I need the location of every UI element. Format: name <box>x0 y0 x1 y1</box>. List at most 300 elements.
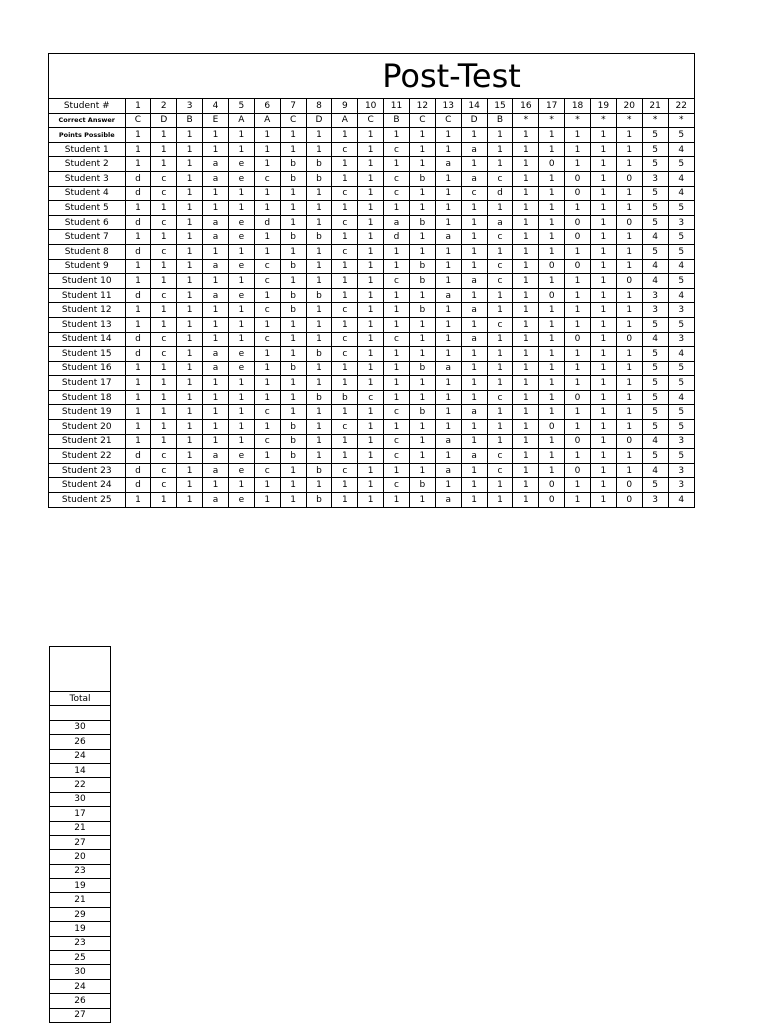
totals-blank-cell <box>50 706 111 720</box>
grid-cell: 1 <box>461 434 487 449</box>
grid-cell: 1 <box>306 274 332 289</box>
grid-cell: 5 <box>668 244 694 259</box>
grid-cell: c <box>151 478 177 493</box>
grid-cell: 1 <box>513 157 539 172</box>
grid-cell: 1 <box>487 332 513 347</box>
row-label: Student 7 <box>49 230 125 245</box>
grid-cell: 1 <box>332 171 358 186</box>
student-row <box>49 317 694 332</box>
grid-cell: 10 <box>358 99 384 113</box>
total-cell: 23 <box>50 936 111 950</box>
grid-cell: 1 <box>435 420 461 435</box>
grid-cell: 1 <box>151 230 177 245</box>
grid-cell: 1 <box>125 230 151 245</box>
grid-cell: 1 <box>228 317 254 332</box>
grid-cell: 1 <box>151 361 177 376</box>
grid-cell: 1 <box>435 259 461 274</box>
grid-cell: a <box>203 463 229 478</box>
row-label: Student 6 <box>49 215 125 230</box>
totals-row <box>50 879 111 893</box>
grid-cell: 1 <box>384 390 410 405</box>
grid-cell: 4 <box>642 434 668 449</box>
grid-cell: 1 <box>177 478 203 493</box>
grid-cell: d <box>125 478 151 493</box>
total-cell: 22 <box>50 778 111 792</box>
totals-row <box>50 821 111 835</box>
grid-cell: 0 <box>565 186 591 201</box>
grid-cell: 1 <box>254 347 280 362</box>
grid-cell: 1 <box>409 347 435 362</box>
grid-cell: 1 <box>228 244 254 259</box>
grid-cell: 1 <box>435 478 461 493</box>
grid-cell: 5 <box>642 186 668 201</box>
grid-cell: 0 <box>565 230 591 245</box>
grid-cell: 1 <box>280 244 306 259</box>
grid-cell: 19 <box>590 99 616 113</box>
total-cell: 26 <box>50 735 111 749</box>
grid-cell: 1 <box>384 463 410 478</box>
student-row <box>49 405 694 420</box>
student-row <box>49 171 694 186</box>
grid-cell: 1 <box>254 128 280 143</box>
grid-cell: c <box>332 215 358 230</box>
grid-cell: 1 <box>358 171 384 186</box>
grid-cell: e <box>228 230 254 245</box>
grid-cell: 1 <box>616 390 642 405</box>
row-label: Student 21 <box>49 434 125 449</box>
grid-cell: 1 <box>177 420 203 435</box>
grid-cell: 1 <box>513 230 539 245</box>
grid-cell: 9 <box>332 99 358 113</box>
grid-cell: 1 <box>358 215 384 230</box>
grid-cell: 1 <box>306 420 332 435</box>
grid-cell: d <box>487 186 513 201</box>
grid-cell: 4 <box>642 332 668 347</box>
grid-cell: c <box>151 244 177 259</box>
grid-cell: 5 <box>642 215 668 230</box>
grid-cell: 1 <box>565 361 591 376</box>
grid-cell: 1 <box>306 317 332 332</box>
grid-cell: 3 <box>668 332 694 347</box>
totals-header <box>50 692 111 706</box>
student-row <box>49 390 694 405</box>
grid-cell: 1 <box>487 376 513 391</box>
grid-cell: 1 <box>435 186 461 201</box>
grid-cell: b <box>280 230 306 245</box>
grid-cell: 1 <box>513 332 539 347</box>
grid-cell: 1 <box>513 259 539 274</box>
grid-cell: 1 <box>332 478 358 493</box>
grid-cell: 5 <box>668 201 694 216</box>
row-label: Student 15 <box>49 347 125 362</box>
grid-cell: 1 <box>461 463 487 478</box>
grid-cell: 1 <box>177 201 203 216</box>
grid-cell: 4 <box>203 99 229 113</box>
grid-cell: A <box>228 113 254 128</box>
grid-cell: 8 <box>306 99 332 113</box>
grid-cell: C <box>125 113 151 128</box>
grid-cell: 1 <box>565 449 591 464</box>
student-row <box>49 157 694 172</box>
grid-cell: 1 <box>565 493 591 507</box>
grid-cell: d <box>125 449 151 464</box>
grid-cell: 1 <box>177 347 203 362</box>
grid-cell: c <box>151 288 177 303</box>
grid-cell: 1 <box>616 317 642 332</box>
grid-cell: c <box>384 332 410 347</box>
grid-cell: * <box>616 113 642 128</box>
grid-cell: 1 <box>177 303 203 318</box>
grid-cell: c <box>384 142 410 157</box>
grid-cell: 1 <box>280 347 306 362</box>
grid-cell: d <box>125 186 151 201</box>
row-label: Student 9 <box>49 259 125 274</box>
grid-cell: 1 <box>332 493 358 507</box>
grid-cell: 1 <box>435 244 461 259</box>
totals-row <box>50 1008 111 1022</box>
grid-cell: 1 <box>461 347 487 362</box>
totals-row <box>50 720 111 734</box>
grid-cell: 1 <box>487 478 513 493</box>
grid-cell: 4 <box>668 171 694 186</box>
row-label: Student 4 <box>49 186 125 201</box>
grid-cell: c <box>461 186 487 201</box>
grid-cell: 1 <box>616 303 642 318</box>
grid-cell: 1 <box>487 361 513 376</box>
grid-cell: 5 <box>642 376 668 391</box>
grid-cell: b <box>280 259 306 274</box>
row-label: Student 8 <box>49 244 125 259</box>
grid-cell: d <box>125 244 151 259</box>
grid-cell: 21 <box>642 99 668 113</box>
grid-cell: 1 <box>539 376 565 391</box>
grid-cell: b <box>280 449 306 464</box>
grid-cell: c <box>254 274 280 289</box>
grid-cell: 0 <box>539 420 565 435</box>
grid-cell: 1 <box>513 274 539 289</box>
grid-cell: 1 <box>461 376 487 391</box>
row-label: Student 11 <box>49 288 125 303</box>
grid-cell: 1 <box>616 449 642 464</box>
grid-cell: 1 <box>590 186 616 201</box>
grid-cell: 1 <box>565 376 591 391</box>
grid-cell: b <box>409 171 435 186</box>
grid-cell: c <box>332 420 358 435</box>
grid-cell: 1 <box>435 332 461 347</box>
grid-cell: a <box>203 288 229 303</box>
grid-cell: b <box>306 493 332 507</box>
student-row <box>49 449 694 464</box>
grid-cell: 1 <box>306 361 332 376</box>
grid-cell: D <box>461 113 487 128</box>
grid-cell: 1 <box>177 376 203 391</box>
total-cell: 19 <box>50 879 111 893</box>
row-label: Student 12 <box>49 303 125 318</box>
grid-cell: 5 <box>642 449 668 464</box>
grid-cell: 0 <box>616 332 642 347</box>
grid-cell: 1 <box>203 186 229 201</box>
student-row <box>49 376 694 391</box>
student-row <box>49 288 694 303</box>
grid-cell: 1 <box>590 347 616 362</box>
post-test-sheet <box>48 53 695 508</box>
grid-cell: 1 <box>358 142 384 157</box>
grid-cell: 1 <box>306 405 332 420</box>
grid-cell: 1 <box>358 201 384 216</box>
grid-cell: d <box>384 230 410 245</box>
grid-cell: c <box>254 332 280 347</box>
grid-cell: 5 <box>642 420 668 435</box>
grid-cell: 1 <box>125 376 151 391</box>
grid-cell: a <box>435 361 461 376</box>
grid-cell: 1 <box>513 434 539 449</box>
grid-cell: c <box>151 171 177 186</box>
grid-cell: 1 <box>487 157 513 172</box>
grid-cell: c <box>487 317 513 332</box>
grid-cell: a <box>461 142 487 157</box>
grid-cell: 1 <box>358 478 384 493</box>
grid-cell: c <box>332 303 358 318</box>
grid-cell: 1 <box>539 361 565 376</box>
grid-cell: * <box>642 113 668 128</box>
grid-cell: 1 <box>151 128 177 143</box>
grid-cell: 1 <box>590 317 616 332</box>
grid-cell: 1 <box>409 186 435 201</box>
grid-cell: 5 <box>668 157 694 172</box>
total-cell: 17 <box>50 807 111 821</box>
grid-cell: 1 <box>590 303 616 318</box>
grid-cell: 0 <box>616 434 642 449</box>
grid-cell: c <box>151 449 177 464</box>
grid-cell: 1 <box>461 288 487 303</box>
grid-cell: 1 <box>254 142 280 157</box>
totals-table <box>49 646 111 1023</box>
grid-cell: 1 <box>513 493 539 507</box>
grid-cell: 1 <box>384 259 410 274</box>
grid-cell: 1 <box>151 390 177 405</box>
grid-cell: 1 <box>332 317 358 332</box>
grid-cell: 1 <box>513 186 539 201</box>
grid-cell: 1 <box>177 390 203 405</box>
totals-blank-top <box>50 647 111 692</box>
totals-blank <box>50 706 111 720</box>
grid-cell: 1 <box>332 405 358 420</box>
grid-cell: 1 <box>254 201 280 216</box>
grid-cell: 1 <box>590 171 616 186</box>
grid-cell: 1 <box>280 274 306 289</box>
totals-row <box>50 907 111 921</box>
grid-cell: 1 <box>409 142 435 157</box>
grid-cell: 1 <box>616 347 642 362</box>
grid-cell: 17 <box>539 99 565 113</box>
grid-cell: 1 <box>590 288 616 303</box>
student-row <box>49 434 694 449</box>
grid-cell: 1 <box>203 201 229 216</box>
grid-cell: d <box>125 463 151 478</box>
grid-cell: 1 <box>306 449 332 464</box>
grid-cell: 0 <box>616 171 642 186</box>
grid-cell: 0 <box>539 157 565 172</box>
grid-cell: 1 <box>616 361 642 376</box>
totals-row <box>50 951 111 965</box>
student-row <box>49 361 694 376</box>
grid-cell: c <box>254 463 280 478</box>
grid-cell: c <box>487 230 513 245</box>
grid-cell: 1 <box>487 128 513 143</box>
grid-cell: 1 <box>461 244 487 259</box>
totals-row <box>50 778 111 792</box>
grid-cell: c <box>254 405 280 420</box>
student-row <box>49 274 694 289</box>
grid-cell: 1 <box>358 361 384 376</box>
grid-cell: 1 <box>228 274 254 289</box>
grid-cell: 1 <box>487 288 513 303</box>
grid-cell: b <box>409 303 435 318</box>
grid-cell: 1 <box>409 449 435 464</box>
grid-cell: 1 <box>203 478 229 493</box>
grid-cell: 0 <box>565 259 591 274</box>
grid-cell: 1 <box>203 303 229 318</box>
grid-cell: 1 <box>228 376 254 391</box>
grid-cell: b <box>280 434 306 449</box>
grid-cell: 1 <box>306 303 332 318</box>
grid-cell: B <box>384 113 410 128</box>
grid-cell: 1 <box>203 142 229 157</box>
grid-cell: 1 <box>228 332 254 347</box>
grid-cell: 4 <box>668 142 694 157</box>
grid-cell: c <box>384 405 410 420</box>
grid-cell: 5 <box>642 478 668 493</box>
grid-cell: 1 <box>358 259 384 274</box>
grid-cell: 1 <box>409 157 435 172</box>
grid-cell: e <box>228 493 254 507</box>
grid-cell: a <box>203 157 229 172</box>
grid-cell: 0 <box>539 493 565 507</box>
row-label: Student 2 <box>49 157 125 172</box>
grid-cell: 1 <box>616 244 642 259</box>
grid-cell: c <box>332 244 358 259</box>
grid-cell: 1 <box>539 390 565 405</box>
grid-cell: 4 <box>642 463 668 478</box>
grid-cell: e <box>228 361 254 376</box>
grid-cell: 1 <box>384 201 410 216</box>
grid-cell: a <box>203 215 229 230</box>
grid-cell: 1 <box>358 347 384 362</box>
grid-cell: 1 <box>280 332 306 347</box>
grid-cell: 1 <box>177 288 203 303</box>
grid-cell: 1 <box>539 405 565 420</box>
grid-cell: a <box>203 449 229 464</box>
grid-cell: a <box>203 259 229 274</box>
grid-cell: 1 <box>487 405 513 420</box>
grid-cell: 1 <box>358 420 384 435</box>
grid-cell: b <box>306 347 332 362</box>
grid-cell: 5 <box>642 201 668 216</box>
grid-cell: 3 <box>177 99 203 113</box>
grid-cell: 1 <box>384 361 410 376</box>
grid-cell: 1 <box>435 274 461 289</box>
grid-cell: 1 <box>228 434 254 449</box>
grid-cell: 1 <box>125 157 151 172</box>
grid-cell: b <box>332 390 358 405</box>
totals-row <box>50 893 111 907</box>
grid-cell: 1 <box>177 361 203 376</box>
grid-cell: 1 <box>151 142 177 157</box>
grid-cell: b <box>409 478 435 493</box>
grid-cell: 0 <box>616 478 642 493</box>
grid-cell: 1 <box>590 463 616 478</box>
grid-cell: 1 <box>125 303 151 318</box>
grid-cell: 1 <box>228 201 254 216</box>
totals-row <box>50 735 111 749</box>
grid-cell: 1 <box>280 186 306 201</box>
grid-cell: 1 <box>306 332 332 347</box>
grid-cell: 1 <box>228 186 254 201</box>
grid-cell: 1 <box>332 230 358 245</box>
grid-cell: 1 <box>228 390 254 405</box>
grid-cell: 1 <box>409 244 435 259</box>
grid-cell: 1 <box>177 434 203 449</box>
grid-cell: 1 <box>513 128 539 143</box>
grid-cell: 0 <box>616 493 642 507</box>
grid-cell: 7 <box>280 99 306 113</box>
grid-cell: 1 <box>254 317 280 332</box>
grid-cell: 1 <box>306 259 332 274</box>
grid-cell: 1 <box>513 201 539 216</box>
grid-cell: 1 <box>435 303 461 318</box>
grid-cell: 1 <box>461 157 487 172</box>
grid-cell: 3 <box>668 478 694 493</box>
grid-cell: e <box>228 463 254 478</box>
grid-cell: 1 <box>254 157 280 172</box>
grid-cell: 1 <box>513 303 539 318</box>
grid-cell: * <box>513 113 539 128</box>
grid-cell: 1 <box>358 157 384 172</box>
grid-cell: a <box>384 215 410 230</box>
grid-cell: 1 <box>487 420 513 435</box>
grid-cell: 1 <box>151 157 177 172</box>
grid-cell: 1 <box>539 142 565 157</box>
grid-cell: 4 <box>668 186 694 201</box>
grid-cell: 1 <box>590 434 616 449</box>
grid-cell: a <box>203 361 229 376</box>
grid-cell: 1 <box>409 390 435 405</box>
grid-cell: B <box>177 113 203 128</box>
row-label: Student 17 <box>49 376 125 391</box>
grid-cell: 1 <box>177 171 203 186</box>
grid-cell: 1 <box>461 259 487 274</box>
grid-cell: 1 <box>151 493 177 507</box>
grid-cell: a <box>435 288 461 303</box>
grid-cell: b <box>306 288 332 303</box>
grid-cell: * <box>590 113 616 128</box>
grid-cell: 5 <box>642 405 668 420</box>
grid-cell: b <box>280 361 306 376</box>
grid-cell: 1 <box>358 244 384 259</box>
grid-cell: 5 <box>642 128 668 143</box>
grid-cell: 1 <box>461 361 487 376</box>
grid-cell: 1 <box>358 449 384 464</box>
grid-cell: 1 <box>151 259 177 274</box>
grid-cell: 1 <box>332 361 358 376</box>
grid-cell: 1 <box>332 288 358 303</box>
grid-cell: 1 <box>487 142 513 157</box>
grid-cell: a <box>203 493 229 507</box>
grid-cell: a <box>461 303 487 318</box>
grid-cell: 6 <box>254 99 280 113</box>
row-label: Student 14 <box>49 332 125 347</box>
grid-cell: 1 <box>358 288 384 303</box>
